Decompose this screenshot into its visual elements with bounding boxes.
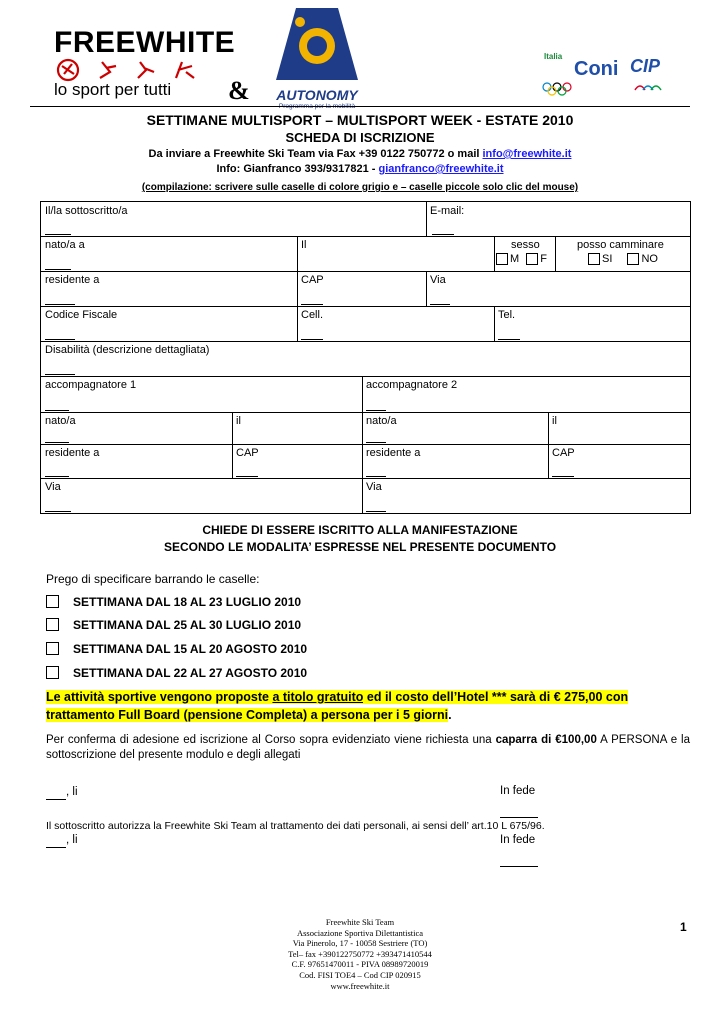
request-line-2: SECONDO LE MODALITA’ ESPRESSE NEL PRESENTE DOCUMENTO xyxy=(163,540,557,554)
week-3-label: SETTIMANA DAL 15 AL 20 AGOSTO 2010 xyxy=(73,642,308,656)
week-option-2[interactable] xyxy=(46,618,301,632)
accompagnatore-2-field[interactable] xyxy=(366,410,386,411)
autonomy-logo-icon xyxy=(276,8,358,80)
week-3-checkbox[interactable] xyxy=(46,642,59,655)
cip-label: CIP xyxy=(630,56,661,76)
acc2-il-label: il xyxy=(552,415,557,427)
acc1-il-label: il xyxy=(236,415,241,427)
freewhite-logo-title: FREEWHITE xyxy=(54,26,236,59)
accompagnatore-2-label: accompagnatore 2 xyxy=(366,379,458,391)
info-text: Info: Gianfranco 393/9317821 - xyxy=(216,163,379,175)
footer-line-3: Via Pinerolo, 17 - 10058 Sestriere (TO) xyxy=(292,938,428,949)
sport-figures-icon xyxy=(54,58,214,82)
conferma-text-a: Per conferma di adesione ed iscrizione al Corso sopra evidenziato viene richiesta una xyxy=(46,734,496,746)
request-line-1: CHIEDE DI ESSERE ISCRITTO ALLA MANIFESTAZIONE xyxy=(202,523,518,537)
sesso-f-checkbox[interactable] xyxy=(526,253,538,265)
col-divider xyxy=(548,412,549,478)
accompagnatore-1-field[interactable] xyxy=(45,410,69,411)
price-text-d: . xyxy=(448,708,452,722)
acc2-residente-label: residente a xyxy=(366,447,421,459)
price-text-free: a titolo gratuito xyxy=(272,690,364,704)
price-text-a: Le attività sportive vengono proposte xyxy=(46,690,273,704)
paralympic-icon xyxy=(632,80,662,94)
week-2-label: SETTIMANA DAL 25 AL 30 LUGLIO 2010 xyxy=(73,618,302,632)
document-subtitle: SCHEDA DI ISCRIZIONE xyxy=(285,130,435,145)
week-1-checkbox[interactable] xyxy=(46,595,59,608)
week-4-checkbox[interactable] xyxy=(46,666,59,679)
info-line xyxy=(30,163,690,175)
footer-line-2: Associazione Sportiva Dilettantistica xyxy=(296,927,424,938)
col-divider xyxy=(555,236,556,271)
sesso-label: sesso xyxy=(511,239,540,251)
week-4-label: SETTIMANA DAL 22 AL 27 AGOSTO 2010 xyxy=(73,666,308,680)
autonomy-name: AUTONOMY xyxy=(276,87,358,103)
acc1-cap-label: CAP xyxy=(236,447,259,459)
row-divider xyxy=(41,444,690,445)
signature-field-2[interactable] xyxy=(500,866,538,867)
conferma-text-c: A PERSONA e la sottoscrizione del presente modulo e degli allegati xyxy=(46,734,690,761)
date-field-2[interactable] xyxy=(46,847,66,848)
codice-fiscale-label: Codice Fiscale xyxy=(45,309,118,321)
acc1-cap-field[interactable] xyxy=(236,476,258,477)
codice-fiscale-field[interactable] xyxy=(45,339,75,340)
sottoscritto-field[interactable] xyxy=(45,234,71,235)
residente-label: residente a xyxy=(45,274,100,286)
row-divider xyxy=(41,341,690,342)
via-label: Via xyxy=(430,274,446,286)
sesso-m-checkbox[interactable] xyxy=(496,253,508,265)
price-text-c: ed il costo dell’Hotel *** sarà di € 275,00 con trattamento Full Board (pensione Completa) a persona per i 5 giorni xyxy=(46,690,629,722)
document-title: SETTIMANE MULTISPORT – MULTISPORT WEEK - ESTATE 2010 xyxy=(146,112,574,128)
week-option-1[interactable] xyxy=(46,595,301,609)
acc2-cap-field[interactable] xyxy=(552,476,574,477)
registration-form-table xyxy=(40,201,691,514)
nato-a-label: nato/a a xyxy=(45,239,85,251)
col-divider xyxy=(362,376,363,514)
row-divider xyxy=(41,376,690,377)
camminare-si-checkbox[interactable] xyxy=(588,253,600,265)
fax-mail-line xyxy=(30,148,690,160)
col-divider xyxy=(494,306,495,341)
info-mail-link[interactable]: info@freewhite.it xyxy=(482,148,572,160)
in-fede-label-2: In fede xyxy=(500,834,536,846)
disabilita-label: Disabilità (descrizione dettagliata) xyxy=(45,344,210,356)
col-divider xyxy=(426,202,427,236)
coni-small-label: Italia xyxy=(544,52,563,61)
cell-field[interactable] xyxy=(301,339,323,340)
week-option-3[interactable] xyxy=(46,642,307,656)
acc1-via-field[interactable] xyxy=(45,511,71,512)
col-divider xyxy=(297,236,298,271)
sesso-f-label: F xyxy=(540,253,547,265)
footer xyxy=(230,917,490,991)
acc2-nato-field[interactable] xyxy=(366,442,386,443)
footer-line-1: Freewhite Ski Team xyxy=(325,917,395,927)
nato-a-field[interactable] xyxy=(45,269,71,270)
row-divider xyxy=(41,478,690,479)
privacy-consent: Il sottoscritto autorizza la Freewhite Ski Team al trattamento dei dati personali, ai sensi dell’ art.10 L 675/96. xyxy=(46,820,545,832)
email-field[interactable] xyxy=(432,234,454,235)
signature-field-1[interactable] xyxy=(500,817,538,818)
gianfranco-mail-link[interactable]: gianfranco@freewhite.it xyxy=(378,163,504,175)
date-field-1[interactable] xyxy=(46,799,66,800)
conferma-paragraph xyxy=(46,733,690,763)
col-divider xyxy=(494,236,495,271)
col-divider xyxy=(297,271,298,306)
page-number: 1 xyxy=(680,920,687,934)
footer-line-7: www.freewhite.it xyxy=(330,980,390,991)
camminare-no-checkbox[interactable] xyxy=(627,253,639,265)
footer-line-6: Cod. FISI TOE4 – Cod CIP 020915 xyxy=(299,969,421,980)
residente-field[interactable] xyxy=(45,304,75,305)
week-1-label: SETTIMANA DAL 18 AL 23 LUGLIO 2010 xyxy=(73,595,302,609)
tel-label: Tel. xyxy=(498,309,516,321)
posso-camminare-label: posso camminare xyxy=(577,239,664,251)
row-divider xyxy=(41,271,690,272)
row-divider xyxy=(41,412,690,413)
accompagnatore-1-label: accompagnatore 1 xyxy=(45,379,137,391)
in-fede-label-1: In fede xyxy=(500,785,536,797)
col-divider xyxy=(426,271,427,306)
tel-field[interactable] xyxy=(498,339,520,340)
compilation-note: (compilazione: scrivere sulle caselle di colore grigio e – caselle piccole solo clic del mouse) xyxy=(141,182,579,193)
col-divider xyxy=(297,306,298,341)
cap-field[interactable] xyxy=(301,304,323,305)
acc1-nato-label: nato/a xyxy=(45,415,76,427)
camminare-si-label: SI xyxy=(602,253,613,265)
email-label: E-mail: xyxy=(430,205,465,217)
week-option-4[interactable] xyxy=(46,666,307,680)
week-2-checkbox[interactable] xyxy=(46,618,59,631)
coni-cip-logos xyxy=(540,50,670,100)
price-highlight xyxy=(46,688,696,724)
sesso-m-label: M xyxy=(510,253,520,265)
col-divider xyxy=(232,412,233,478)
sesso-options xyxy=(496,253,547,265)
ampersand: & xyxy=(228,76,250,105)
row-divider xyxy=(41,306,690,307)
li-label-2: , li xyxy=(66,834,78,846)
il-label: Il xyxy=(301,239,307,251)
acc1-via-label: Via xyxy=(45,481,61,493)
cell-label: Cell. xyxy=(301,309,324,321)
via-field[interactable] xyxy=(430,304,450,305)
header-divider xyxy=(30,106,690,107)
freewhite-logo-subtitle: lo sport per tutti xyxy=(54,80,172,99)
acc2-nato-label: nato/a xyxy=(366,415,397,427)
autonomy-logo xyxy=(276,8,358,104)
camminare-options xyxy=(588,253,658,265)
acc2-residente-field[interactable] xyxy=(366,476,386,477)
fax-text: Da inviare a Freewhite Ski Team via Fax +39 0122 750772 o mail xyxy=(148,148,483,160)
acc2-via-field[interactable] xyxy=(366,511,386,512)
acc2-via-label: Via xyxy=(366,481,382,493)
footer-line-4: Tel– fax +390122750772 +393471410544 xyxy=(288,948,432,959)
acc1-residente-field[interactable] xyxy=(45,476,69,477)
acc1-residente-label: residente a xyxy=(45,447,100,459)
acc1-nato-field[interactable] xyxy=(45,442,69,443)
li-label-1: , li xyxy=(66,786,78,798)
caparra-text: caparra di €100,00 xyxy=(495,734,597,746)
camminare-no-label: NO xyxy=(641,253,658,265)
acc2-cap-label: CAP xyxy=(552,447,575,459)
cap-label: CAP xyxy=(301,274,324,286)
footer-line-5: C.F. 97651470011 - PIVA 08989720019 xyxy=(291,959,429,970)
prego-instruction: Prego di specificare barrando le caselle: xyxy=(46,572,260,586)
row-divider xyxy=(41,236,690,237)
sottoscritto-label: Il/la sottoscritto/a xyxy=(45,205,128,217)
disabilita-field[interactable] xyxy=(45,374,75,375)
coni-label: Coni xyxy=(574,58,619,80)
olympic-rings-icon xyxy=(542,82,572,96)
